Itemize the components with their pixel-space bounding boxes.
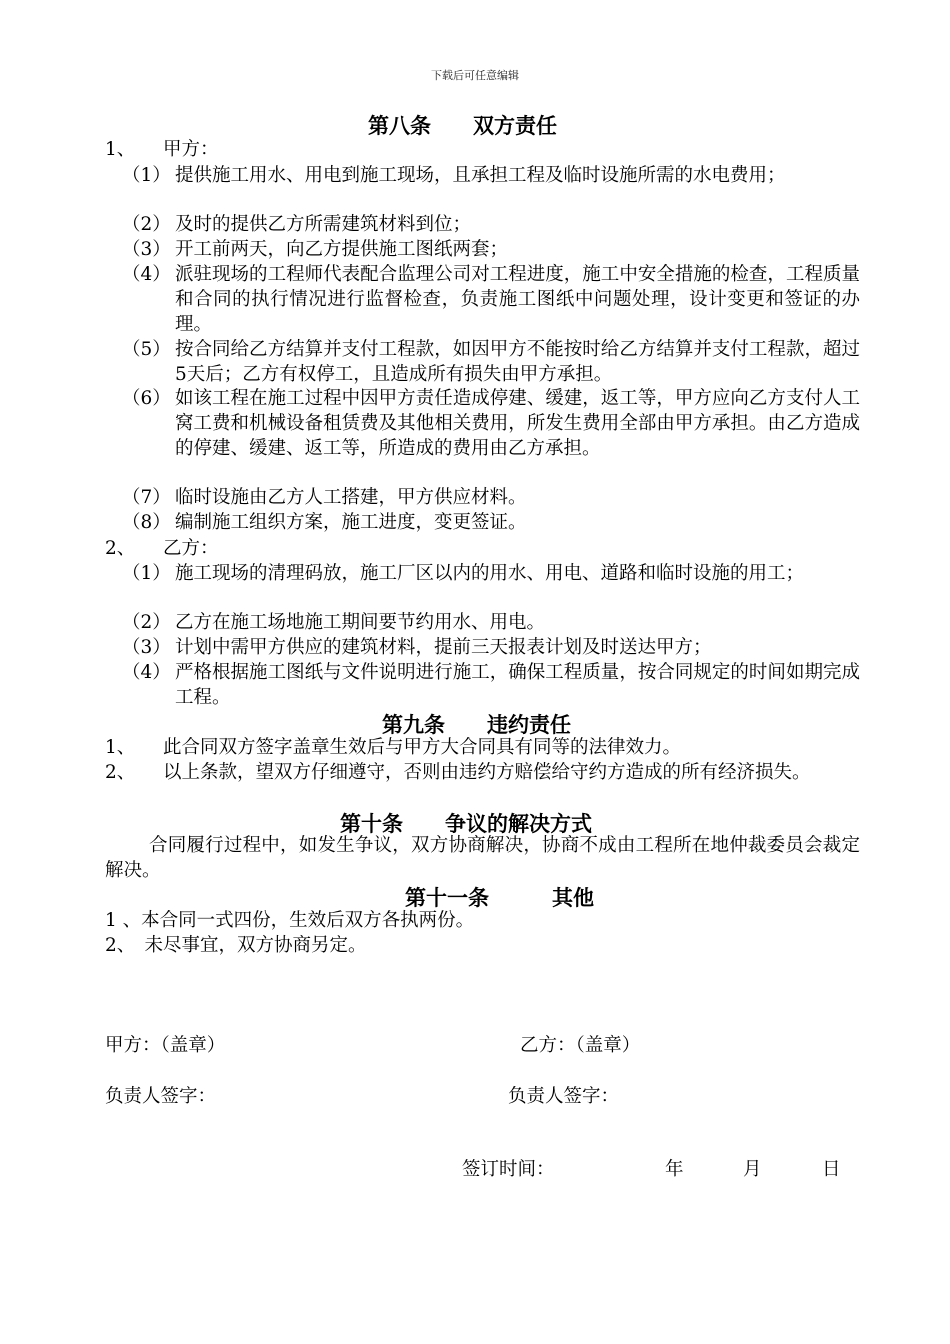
party-a-label: 甲方： bbox=[163, 139, 219, 160]
article-11-item: 2、 未尽事宜，双方协商另定。 bbox=[105, 935, 367, 956]
party-a-item-text: 按合同给乙方结算并支付工程款，如因甲方不能按时给乙方结算并支付工程款，超过5天后；乙方有权停工，且造成所有损失由甲方承担。 bbox=[175, 339, 860, 385]
party-a-item-text: 如该工程在施工过程中因甲方责任造成停建、缓建，返工等，甲方应向乙方支付人工窝工费和机械设备租赁费及其他相关费用，所发生费用全部由甲方承担。由乙方造成的停建、缓建、返工等，所造成的费用由乙方承担。 bbox=[175, 388, 860, 459]
party-a-item-number: （8） bbox=[122, 512, 171, 533]
article-11-item: 1 、本合同一式四份，生效后双方各执两份。 bbox=[105, 910, 475, 931]
party-b-item-number: （4） bbox=[122, 662, 171, 683]
party-a-item-text: 开工前两天，向乙方提供施工图纸两套； bbox=[175, 239, 509, 260]
party-a-seal: 甲方：（盖章） bbox=[105, 1035, 226, 1056]
party-b-signature-label: 负责人签字： bbox=[508, 1086, 620, 1107]
party-b-item-number: （1） bbox=[122, 563, 171, 584]
party-b-item-number: （3） bbox=[122, 637, 171, 658]
article-10-heading: 第十条 争议的解决方式 bbox=[340, 812, 592, 836]
article-9-item-number: 1、 bbox=[105, 737, 136, 758]
party-a-signature-label: 负责人签字： bbox=[105, 1086, 217, 1107]
party-a-item-number: （6） bbox=[122, 388, 171, 409]
article-9-heading: 第九条 违约责任 bbox=[382, 713, 571, 737]
party-a-item-number: （2） bbox=[122, 214, 171, 235]
party-a-item-text: 提供施工用水、用电到施工现场，且承担工程及临时设施所需的水电费用； bbox=[175, 165, 786, 186]
party-a-item-number: （7） bbox=[122, 487, 171, 508]
party-a-item-text: 临时设施由乙方人工搭建，甲方供应材料。 bbox=[175, 487, 527, 508]
header-note: 下载后可任意编辑 bbox=[431, 69, 519, 82]
article-10-text: 合同履行过程中，如发生争议，双方协商解决，协商不成由工程所在地仲裁委员会裁定解决。 bbox=[105, 835, 860, 881]
party-a-item-number: （4） bbox=[122, 264, 171, 285]
signing-date-label: 签订时间： bbox=[462, 1159, 555, 1180]
party-b-seal: 乙方：（盖章） bbox=[520, 1035, 641, 1056]
party-a-item-text: 及时的提供乙方所需建筑材料到位； bbox=[175, 214, 472, 235]
party-a-number: 1、 bbox=[105, 139, 136, 160]
article-9-item-text: 以上条款，望双方仔细遵守，否则由违约方赔偿给守约方造成的所有经济损失。 bbox=[163, 762, 811, 783]
party-b-item-text: 乙方在施工场地施工期间要节约用水、用电。 bbox=[175, 612, 546, 633]
party-a-item-text: 派驻现场的工程师代表配合监理公司对工程进度，施工中安全措施的检查，工程质量和合同的执行情况进行监督检查，负责施工图纸中问题处理，设计变更和签证的办理。 bbox=[175, 264, 860, 335]
party-b-item-text: 严格根据施工图纸与文件说明进行施工，确保工程质量，按合同规定的时间如期完成工程。 bbox=[175, 662, 860, 708]
party-a-item-number: （5） bbox=[122, 339, 171, 360]
party-b-item-text: 计划中需甲方供应的建筑材料，提前三天报表计划及时送达甲方； bbox=[175, 637, 712, 658]
party-a-item-number: （1） bbox=[122, 165, 171, 186]
party-b-label: 乙方： bbox=[163, 538, 219, 559]
party-a-item-text: 编制施工组织方案，施工进度，变更签证。 bbox=[175, 512, 527, 533]
article-11-heading: 第十一条 其他 bbox=[405, 886, 594, 910]
date-day: 日 bbox=[822, 1159, 841, 1180]
article-9-item-number: 2、 bbox=[105, 762, 136, 783]
article-8-heading: 第八条 双方责任 bbox=[368, 114, 557, 138]
party-b-item-text: 施工现场的清理码放，施工厂区以内的用水、用电、道路和临时设施的用工； bbox=[175, 563, 805, 584]
party-b-item-number: （2） bbox=[122, 612, 171, 633]
article-9-item-text: 此合同双方签字盖章生效后与甲方大合同具有同等的法律效力。 bbox=[163, 737, 682, 758]
party-a-item-number: （3） bbox=[122, 239, 171, 260]
date-year: 年 bbox=[665, 1159, 684, 1180]
party-b-number: 2、 bbox=[105, 538, 136, 559]
date-month: 月 bbox=[743, 1159, 762, 1180]
